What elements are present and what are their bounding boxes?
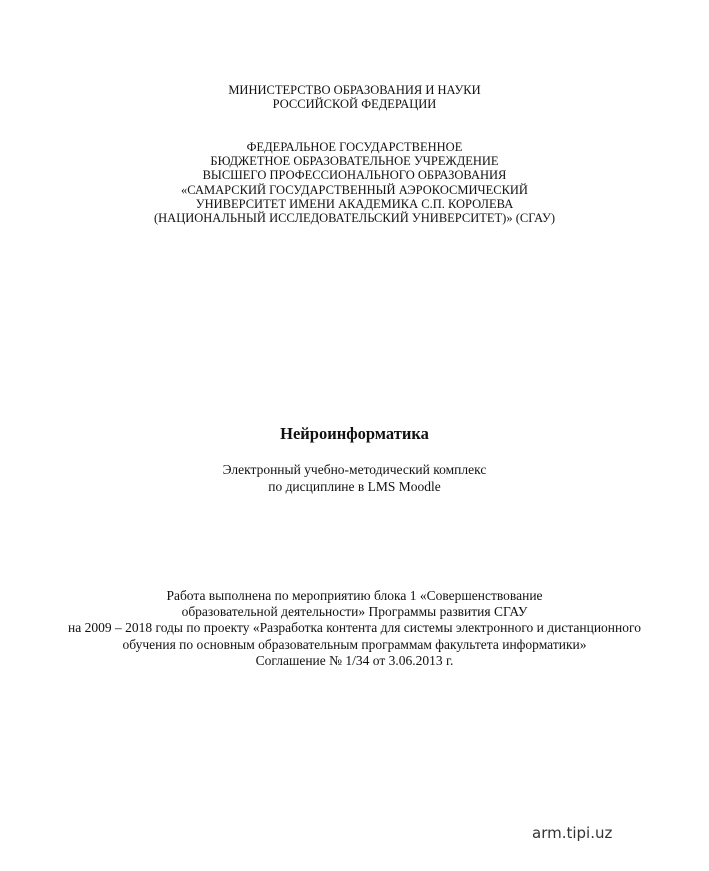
subtitle-line: по дисциплине в LMS Moodle: [268, 479, 441, 494]
ministry-line: МИНИСТЕРСТВО ОБРАЗОВАНИЯ И НАУКИ: [228, 83, 481, 97]
document-title: Нейроинформатика: [280, 424, 429, 443]
institution-line: УНИВЕРСИТЕТ ИМЕНИ АКАДЕМИКА С.П. КОРОЛЕВА: [195, 196, 514, 211]
work-description: [0, 588, 709, 669]
subtitle-line: Электронный учебно-методический комплекс: [222, 462, 487, 477]
ministry-header: [0, 83, 709, 111]
work-line: обучения по основным образовательным программам факультета информатики»: [122, 636, 587, 652]
work-line: образовательной деятельности» Программы развития СГАУ: [181, 604, 528, 620]
work-line: Соглашение № 1/34 от 3.06.2013 г.: [255, 652, 454, 668]
work-line: на 2009 – 2018 годы по проекту «Разработка контента для системы электронного и дистанционного: [68, 620, 641, 636]
institution-line: «САМАРСКИЙ ГОСУДАРСТВЕННЫЙ АЭРОКОСМИЧЕСКИЙ: [181, 182, 528, 197]
document-subtitle: [0, 461, 709, 495]
work-line: Работа выполнена по мероприятию блока 1 «Совершенствование: [166, 588, 543, 603]
institution-line: БЮДЖЕТНОЕ ОБРАЗОВАТЕЛЬНОЕ УЧРЕЖДЕНИЕ: [210, 154, 499, 169]
institution-header: [0, 140, 709, 225]
institution-line: ВЫСШЕГО ПРОФЕССИОНАЛЬНОГО ОБРАЗОВАНИЯ: [202, 168, 507, 183]
institution-line: ФЕДЕРАЛЬНОЕ ГОСУДАРСТВЕННОЕ: [246, 140, 463, 154]
ministry-line: РОССИЙСКОЙ ФЕДЕРАЦИИ: [272, 97, 437, 111]
institution-line: (НАЦИОНАЛЬНЫЙ ИССЛЕДОВАТЕЛЬСКИЙ УНИВЕРСИТЕТ)» (СГАУ): [153, 211, 556, 226]
watermark: arm.tipi.uz: [532, 824, 613, 842]
